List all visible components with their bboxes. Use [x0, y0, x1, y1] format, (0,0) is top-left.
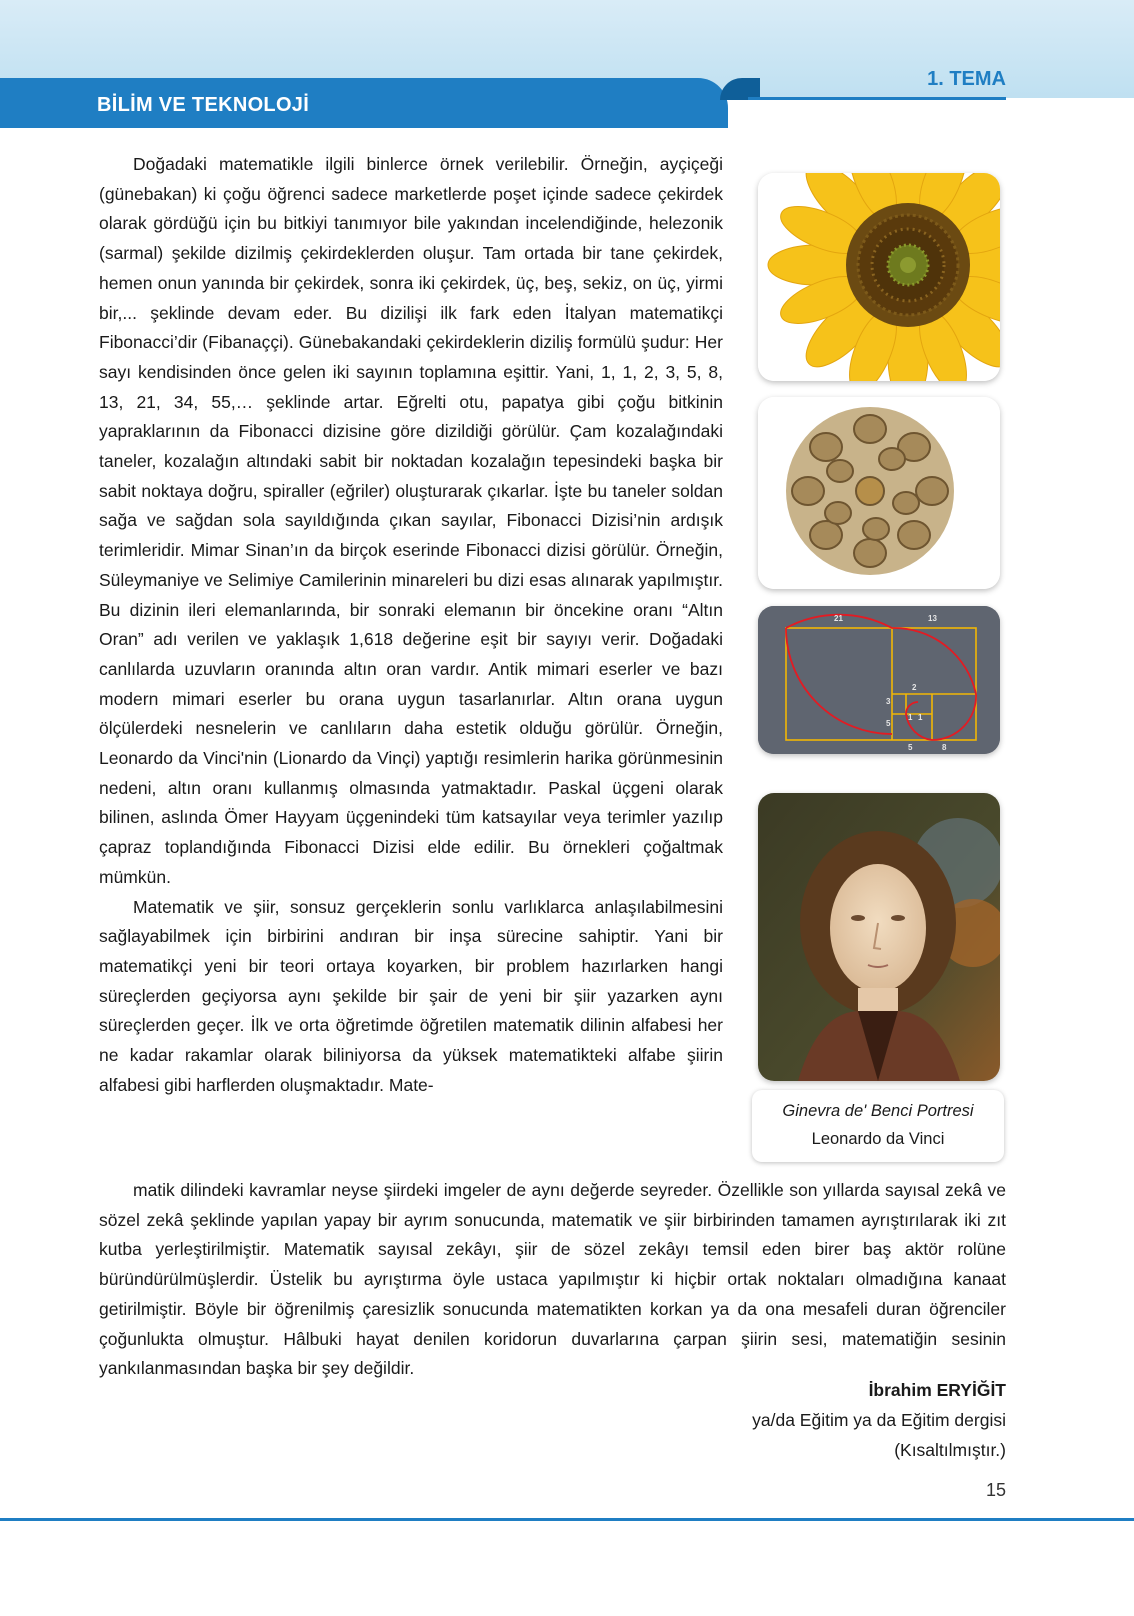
- author-name: İbrahim ERYİĞİT: [868, 1380, 1006, 1400]
- article-paragraph-2-continued: matik dilindeki kavramlar neyse şiirdeki imgeler de aynı değerde seyreder. Özellikle son yıllarda sayısal zekâ ve sözel zekâ şeklinde yapılan yapay bir ayrım sonucunda, matematik ve şiir birbirinden tamamen ayrıştırılarak iki zıt kutba yerleştirilmiştir. Matematik sayısal zekâyı, şiir de sözel zekâyı temsil eden birer baş aktör rolüne büründürülmüşlerdir. Üstelik bu ayrıştırma öyle ustaca yapılmıştır ki hiçbir ortak noktaları olmadığına kanaat getirilmiştir. Böyle bir öğrenilmiş çaresizlik sonucunda matematikten korkan ya da ona mesafeli duran öğrenciler çoğunlukta olmuştur. Hâlbuki hayat denilen koridorun duvarlarına çarpan şiirin sesi, matematiğin sesinin yankılanmasından başka bir şey değildir.: [99, 1180, 1006, 1379]
- article-column: [99, 150, 723, 1101]
- spiral-label-21: 21: [834, 614, 843, 623]
- portrait-caption: [752, 1090, 1004, 1162]
- article-paragraph-2: Matematik ve şiir, sonsuz gerçeklerin sonlu varlıklarca anlaşılabilmesini sağlayabilmek için birbirini andıran bir inşa sürecine sahiptir. Yani bir matematikçi yeni bir teori ortaya koyarken, bir problem hazırlarken hangi süreçlerden geçiyorsa aynı şekilde bir şair de yeni bir şiir yazarken aynı süreçlerden geçer. İlk ve orta öğretimde öğretilen matematik dilinin alfabesi her ne kadar rakamlar olarak biliniyorsa da yüksek matematikteki alfabe şiirin alfabesi gibi harflerden oluşmaktadır. Mate-: [99, 896, 723, 1095]
- spiral-label-3: 3: [886, 697, 891, 706]
- caption-artist: Leonardo da Vinci: [811, 1130, 945, 1148]
- caption-title: Ginevra de' Benci Portresi: [782, 1102, 974, 1120]
- theme-title: 1. TEMA: [927, 68, 1006, 90]
- spiral-label-5b: 5: [908, 743, 913, 752]
- pinecone-photo: [758, 397, 1000, 589]
- spiral-label-1a: 1: [908, 713, 913, 722]
- article-wide-column: [99, 1176, 1006, 1384]
- spiral-label-8: 8: [942, 743, 947, 752]
- sunflower-photo: [758, 173, 1000, 381]
- article-paragraph-1: Doğadaki matematikle ilgili binlerce örnek verilebilir. Örneğin, ayçiçeği (günebakan) ki çoğu öğrenci sadece marketlerde poşet içinde sadece çekirdek olarak gördüğü için bu bitkiyi tanımıyor bile yakından incelendiğinde, helezonik (sarmal) şekilde dizilmiş çekirdeklerden oluşur. Tam ortada bir tane çekirdek, hemen onun yanında bir çekirdek, sonra iki çekirdek, üç, beş, sekiz, on üç, yirmi bir,... şeklinde devam eder. Bu dizilişi ilk fark eden İtalyan matematikçi Fibonacci’dir (Fibanaççi). Günebakandaki çekirdeklerin diziliş formülü şudur: Her sayı kendisinden önce gelen iki sayının toplamına eşittir. Yani, 1, 1, 2, 3, 5, 8, 13, 21, 34, 55,… şeklinde artar. Eğrelti otu, papatya gibi çoğu bitkinin yapraklarının da Fibonacci dizisine göre dizildiği görülür. Çam kozalağındaki taneler, kozalağın altındaki sabit bir noktadan kozalağın tepesindeki başka bir sabit noktaya doğru, spiraller (eğriler) oluşturarak çıkarlar. İşte bu taneler soldan sağa ve sağdan sola sayıldığında çıkan sayılar, Fibonacci Dizisi’nin ardışık terimleridir. Mimar Sinan’ın da birçok eserinde Fibonacci dizisi görülür. Örneğin, Süleymaniye ve Selimiye Camilerinin minareleri bu dizi esas alınarak yapılmıştır. Bu dizinin ileri elemanlarında, bir sonraki elemanın bir öncekine oranı “Altın Oran” adı verilen ve yaklaşık 1,618 değerine eşit bir sayıyı verir. Doğadaki canlılarda uzuvların oranında altın oran vardır. Antik mimari eserler ve bazı modern mimari eserler bu orana uygun tasarlanırlar. Altın orana uygun ölçülerdeki nesnelerin ve canlıların daha estetik olduğu görülür. Örneğin, Leonardo da Vinci'nin (Lionardo da Vinçi) yaptığı resimlerin harika görünmesinin nedeni, altın oranı kullanmış olmasında yatmaktadır. Paskal üçgeni olarak bilinen, aslında Ömer Hayyam üçgenindeki tüm katsayılar veya terimler yazılıp çapraz toplandığında Fibonacci Dizisi elde edilir. Bu örnekleri çoğaltmak mümkün.: [99, 154, 723, 887]
- abridged-note: (Kısaltılmıştır.): [894, 1440, 1006, 1460]
- source-publication: ya/da Eğitim ya da Eğitim dergisi: [752, 1410, 1006, 1430]
- theme-underline: [748, 97, 1006, 100]
- page-number: 15: [985, 1480, 1006, 1500]
- footer-line: [0, 1518, 1134, 1521]
- golden-spiral-diagram: [758, 606, 1000, 754]
- spiral-label-13: 13: [928, 614, 937, 623]
- spiral-label-5a: 5: [886, 719, 891, 728]
- spiral-label-1b: 1: [918, 713, 923, 722]
- ginevra-portrait: [758, 793, 1000, 1081]
- spiral-label-2: 2: [912, 683, 917, 692]
- section-title: BİLİM VE TEKNOLOJİ: [97, 94, 310, 116]
